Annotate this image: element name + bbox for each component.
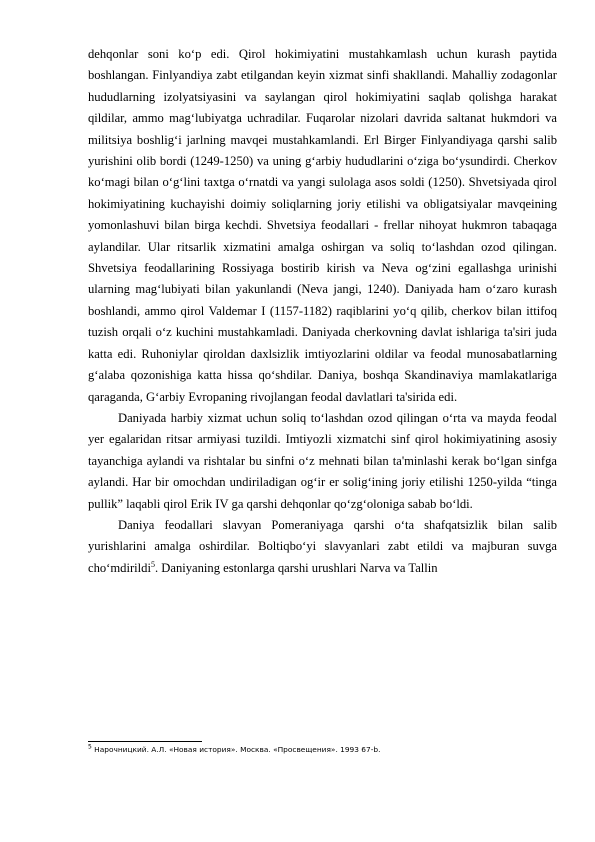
footnote-reference[interactable]: 5: [150, 559, 155, 569]
footnote-text: Нарочницкий. А.Л. «Новая история». Москва. «Просвещения». 1993 67-b.: [91, 745, 381, 754]
document-body: [88, 44, 557, 579]
paragraph-3-text-end: . Daniyaning estonlarga qarshi urushlari Narva va Tallin: [154, 560, 438, 575]
footnote: [88, 745, 557, 755]
footnote-number: 5: [88, 743, 92, 751]
paragraph-3: [88, 515, 557, 579]
paragraph-1: dehqonlar soni ko‘p edi. Qirol hokimiyatini mustahkamlash uchun kurash paytida boshlangan. Finlyandiya zabt etilgandan keyin xizmat sinfi shakllandi. Mahalliy zodagonlar hududlarning izolyatsiyasini va saylangan qirol hokimiyatini saqlab qolishga harakat qildilar, ammo mag‘lubiyatga uchradilar. Fuqarolar nizolari davrida saltanat hukmdori va militsiya boshlig‘i jarlning mavqei mustahkamlandi. Erl Birger Finlyandiyaga qarshi salib yurishini olib bordi (1249-1250) va uning g‘arbiy hududlarini o‘ziga bo‘ysundirdi. Cherkov ko‘magi bilan o‘g‘lini taxtga o‘rnatdi va yangi sulolaga asos soldi (1250). Shvetsiyada qirol hokimiyatining kuchayishi doimiy soliqlarning joriy etilishi va obligatsiyalar mavqeining yomonlashuvi bilan birga kechdi. Shvetsiya feodallari - frellar nihoyat hukmron tabaqaga aylandilar. Ular ritsarlik xizmatini amalga oshirgan va soliq to‘lashdan ozod qilingan. Shvetsiya feodallarining Rossiyaga bostirib kirish va Neva og‘zini egallashga urinishi ularning mag‘lubiyati bilan yakunlandi (Neva jangi, 1240). Daniyada ham o‘zaro kurash boshlandi, ammo qirol Valdemar I (1157-1182) raqiblarini yo‘q qilib, cherkov bilan ittifoq tuzish orqali o‘z kuchini mustahkamladi. Daniyada cherkovning davlat ishlariga ta'siri juda katta edi. Ruhoniylar qiroldan daxlsizlik imtiyozlarini oldilar va feodal munosabatlarning g‘alaba qozonishiga katta hissa qo‘shdilar. Daniya, boshqa Skandinaviya mamlakatlariga qaraganda, G‘arbiy Evropaning rivojlangan feodal davlatlari ta'sirida edi.: [88, 47, 557, 404]
footnote-separator: [88, 741, 202, 742]
paragraph-2: Daniyada harbiy xizmat uchun soliq to‘lashdan ozod qilingan o‘rta va mayda feodal yer egalaridan ritsar armiyasi tuzildi. Imtiyozli xizmatchi sinf qirol hokimiyatining asosiy tayanchiga aylandi va rishtalar bu sinfni o‘z mehnati bilan ta'minlashi kerak bo‘lgan sinfga aylandi. Har bir omochdan undiriladigan og‘ir er solig‘ining joriy etilishi 1250-yilda “tinga pullik” laqabli qirol Erik IV ga qarshi dehqonlar qo‘zg‘oloniga sabab bo‘ldi.: [88, 410, 557, 511]
paragraph-3-text-start: Daniya feodallari slavyan Pomeraniyaga qarshi o‘ta shafqatsizlik bilan salib yurishlarini amalga oshirdilar. Boltiqbo‘yi slavyanlari zabt etildi va majburan suvga cho‘mdirildi: [88, 517, 557, 575]
